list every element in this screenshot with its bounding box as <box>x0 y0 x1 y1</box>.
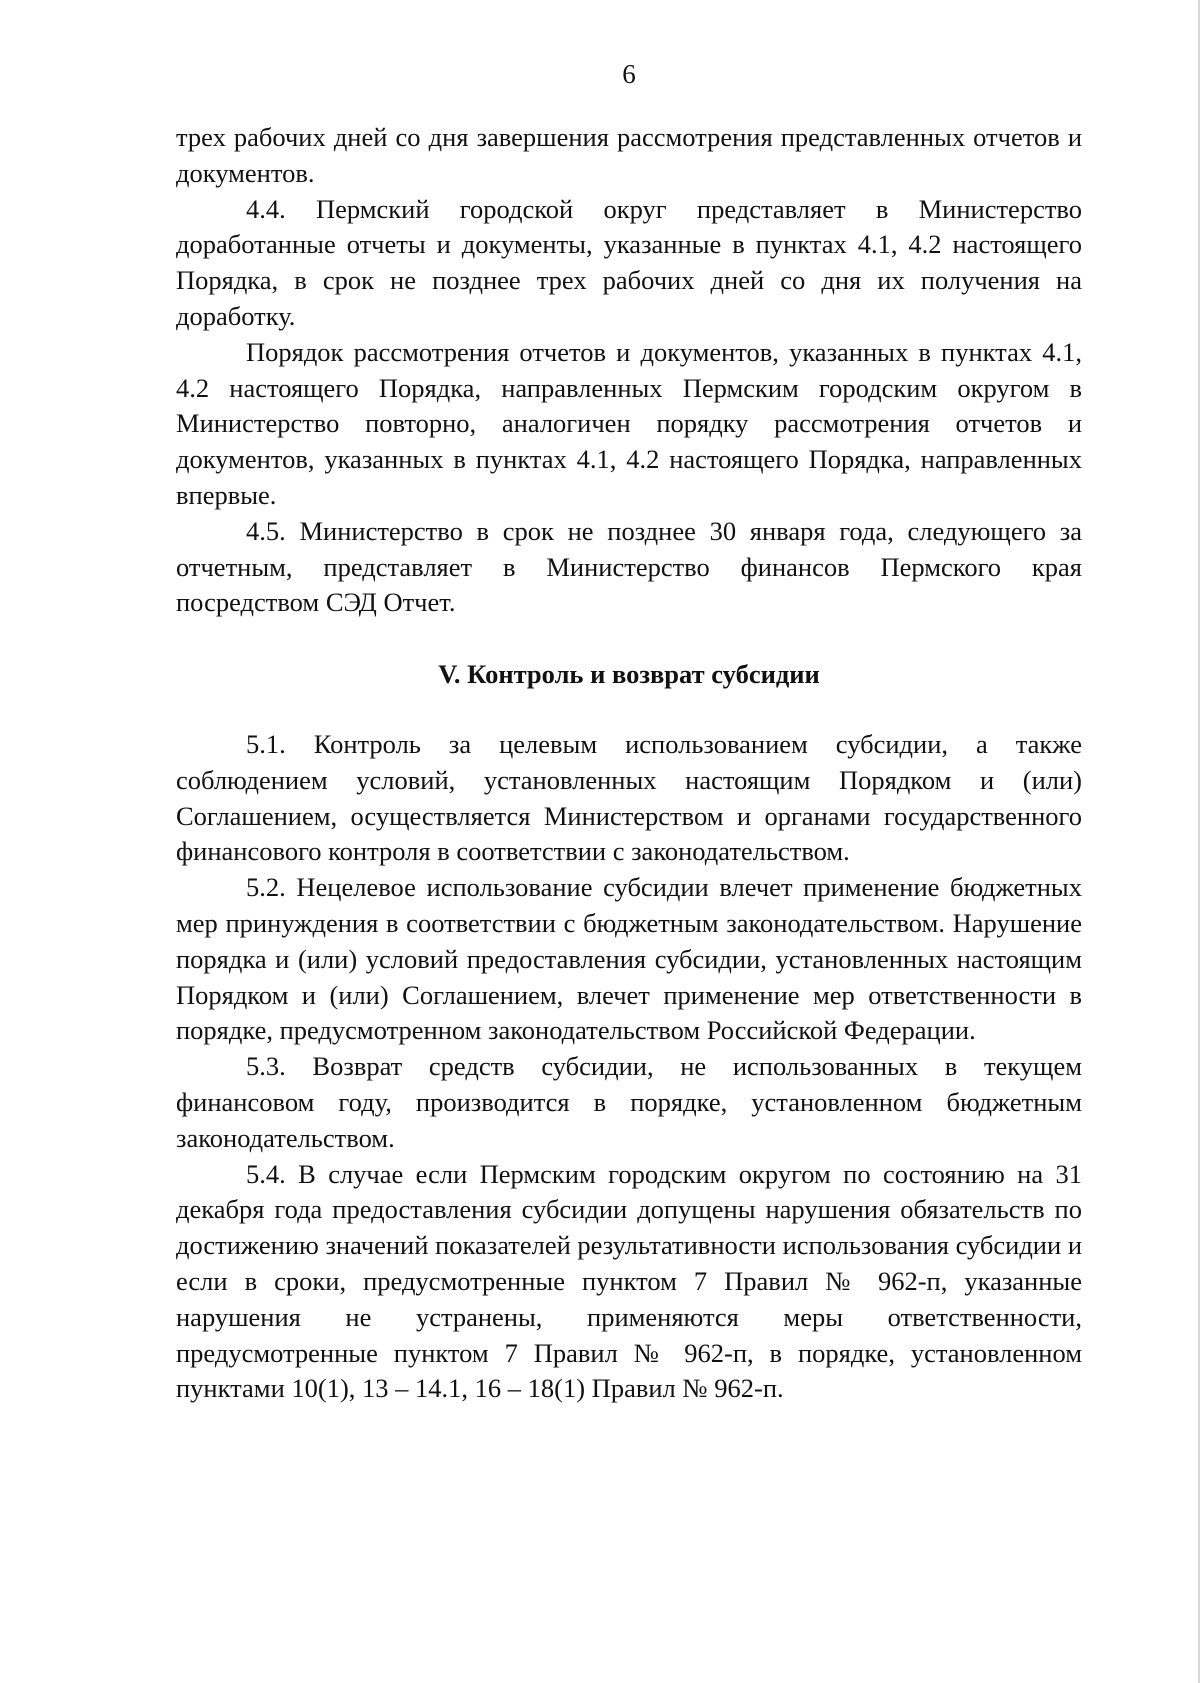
paragraph-5-2: 5.2. Нецелевое использование субсидии влечет применение бюджетных мер принуждения в соответствии с бюджетным законодательством. Нарушение порядка и (или) условий предоставления субсидии, установленных настоящим Порядком и (или) Соглашением, влечет применение мер ответственности в порядке, предусмотренном законодательством Российской Федерации. <box>176 872 1082 1046</box>
document-body <box>176 120 1082 1407</box>
section-heading: V. Контроль и возврат субсидии <box>438 659 820 690</box>
page-number: 6 <box>622 59 636 89</box>
paragraph-4-5: 4.5. Министерство в срок не позднее 30 января года, следующего за отчетным, представляет в Министерство финансов Пермского края посредством СЭД Отчет. <box>176 515 1082 618</box>
paragraph-review-procedure: Порядок рассмотрения отчетов и документов, указанных в пунктах 4.1, 4.2 настоящего Порядка, направленных Пермским городским округом в Министерство повторно, аналогичен порядку рассмотрения отчетов и документов, указанных в пунктах 4.1, 4.2 настоящего Порядка, направленных впервые. <box>176 336 1082 510</box>
paragraph-5-3: 5.3. Возврат средств субсидии, не использованных в текущем финансовом году, производится в порядке, установленном бюджетным законодательством. <box>176 1051 1082 1153</box>
paragraph-5-1: 5.1. Контроль за целевым использованием субсидии, а также соблюдением условий, установленных настоящим Порядком и (или) Соглашением, осуществляется Министерством и органами государственного финансового контроля в соответствии с законодательством. <box>176 728 1082 867</box>
paragraph-4-4: 4.4. Пермский городской округ представляет в Министерство доработанные отчеты и документы, указанные в пунктах 4.1, 4.2 настоящего Порядка, в срок не позднее трех рабочих дней со дня их получения на доработку. <box>176 193 1082 331</box>
paragraph-continuation: трех рабочих дней со дня завершения рассмотрения представленных отчетов и документов. <box>176 122 1082 188</box>
paragraph-5-4: 5.4. В случае если Пермским городским округом по состоянию на 31 декабря года предоставления субсидии допущены нарушения обязательств по достижению значений показателей результативности использования субсидии и если в сроки, предусмотренные пунктом 7 Правил № 962-п, указанные нарушения не устранены, применяются меры ответственности, предусмотренные пунктом 7 Правил № 962-п, в порядке, установленном пунктами 10(1), 13 – 14.1, 16 – 18(1) Правил № 962-п. <box>176 1158 1082 1404</box>
